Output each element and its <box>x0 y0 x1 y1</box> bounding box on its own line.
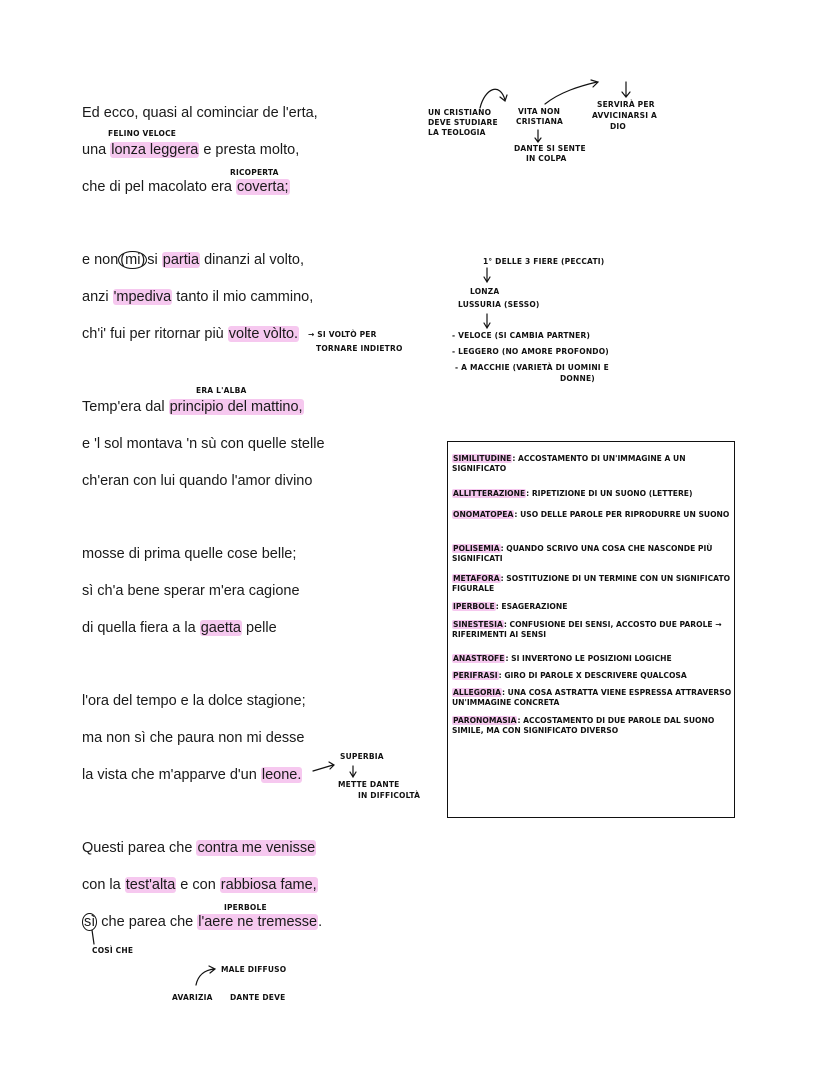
highlight-contra-me-venisse: contra me venisse <box>197 840 316 856</box>
note-macchie-2: DONNE) <box>560 374 595 383</box>
note-felino-veloce: FELINO VELOCE <box>108 129 177 138</box>
note-lussuria: LUSSURIA (SESSO) <box>458 300 540 309</box>
figure-definition: : SI INVERTONO LE POSIZIONI LOGICHE <box>505 654 672 663</box>
note-avarizia: AVARIZIA <box>172 993 213 1002</box>
note-male-diffuso: MALE DIFFUSO <box>221 965 287 974</box>
note-cristiano-1: UN CRISTIANO <box>428 108 492 117</box>
note-dante-deve: DANTE DEVE <box>230 993 286 1002</box>
highlight-aere-ne-tremesse: l'aere ne tremesse <box>198 914 318 930</box>
note-fiere: 1° DELLE 3 FIERE (PECCATI) <box>483 257 605 266</box>
verse-11: sì ch'a bene sperar m'era cagione <box>82 583 300 599</box>
arrow-male-diffuso <box>196 969 214 985</box>
figure-item <box>452 489 732 499</box>
verse-13: l'ora del tempo e la dolce stagione; <box>82 693 306 709</box>
figure-item <box>452 510 732 520</box>
note-macchie-1: - A MACCHIE (VARIETÀ DI UOMINI E <box>455 363 609 372</box>
figure-term: METAFORA <box>453 574 500 583</box>
figure-item <box>452 544 732 564</box>
figure-item <box>452 454 732 474</box>
figure-item <box>452 620 732 640</box>
verse-5: anzi 'mpediva tanto il mio cammino, <box>82 289 314 305</box>
verse-10: mosse di prima quelle cose belle; <box>82 546 297 562</box>
note-vita-1: VITA NON <box>518 107 561 116</box>
note-superbia: SUPERBIA <box>340 752 384 761</box>
figure-definition: : CONFUSIONE DEI SENSI, ACCOSTO DUE PAROLE → RIFERIMENTI AI SENSI <box>452 620 722 639</box>
note-veloce: - VELOCE (SI CAMBIA PARTNER) <box>452 331 591 340</box>
note-dante-colpa-1: DANTE SI SENTE <box>514 144 586 153</box>
note-cosi-che: COSÌ CHE <box>92 946 134 955</box>
highlight-volte-volto: volte vòlto. <box>228 326 299 342</box>
figure-item <box>452 671 732 681</box>
verse-17: con la test'alta e con rabbiosa fame, <box>82 877 317 893</box>
verse-6: ch'i' fui per ritornar più volte vòlto. <box>82 326 299 342</box>
arrow-cristiano <box>480 89 505 108</box>
figure-term: PARONOMASIA <box>453 716 517 725</box>
verse-8: e 'l sol montava 'n sù con quelle stelle <box>82 436 325 452</box>
note-cristiano-2: DEVE STUDIARE <box>428 118 498 127</box>
figure-term: PERIFRASI <box>453 671 498 680</box>
figure-item <box>452 716 732 736</box>
figure-definition: : ACCOSTAMENTO DI UN'IMMAGINE A UN SIGNIFICATO <box>452 454 686 473</box>
note-vita-2: CRISTIANA <box>516 117 564 126</box>
figure-term: ALLEGORIA <box>453 688 501 697</box>
highlight-mpediva: 'mpediva <box>113 289 172 305</box>
highlight-rabbiosa-fame: rabbiosa fame, <box>220 877 317 893</box>
note-servira-1: SERVIRÀ PER <box>597 100 655 109</box>
figure-term: ALLITTERAZIONE <box>453 489 526 498</box>
figure-item <box>452 602 732 612</box>
verse-3: che di pel macolato era coverta; <box>82 179 289 195</box>
note-servira-3: DIO <box>610 122 626 131</box>
verse-4: e non (mi) si partia dinanzi al volto, <box>82 252 305 268</box>
figure-term: ANASTROFE <box>453 654 505 663</box>
highlight-coverta: coverta; <box>236 179 289 195</box>
figure-definition: : ACCOSTAMENTO DI DUE PAROLE DAL SUONO SIMILE, MA CON SIGNIFICATO DIVERSO <box>452 716 715 735</box>
figure-term: SIMILITUDINE <box>453 454 512 463</box>
arrow-cosi-che <box>92 930 94 944</box>
note-mette-1: METTE DANTE <box>338 780 400 789</box>
figure-item <box>452 654 732 664</box>
figure-definition: : SOSTITUZIONE DI UN TERMINE CON UN SIGNIFICATO FIGURALE <box>452 574 731 593</box>
figure-term: POLISEMIA <box>453 544 500 553</box>
figure-definition: : UNA COSA ASTRATTA VIENE ESPRESSA ATTRAVERSO UN'IMMAGINE CONCRETA <box>452 688 732 707</box>
note-cristiano-3: LA TEOLOGIA <box>428 128 486 137</box>
verse-18: sì che parea che l'aere ne tremesse. <box>84 914 323 930</box>
figure-definition: : ESAGERAZIONE <box>495 602 568 611</box>
figure-item <box>452 574 732 594</box>
arrow-vita <box>545 82 597 104</box>
highlight-lonza-leggera: lonza leggera <box>111 142 199 158</box>
note-iperbole: IPERBOLE <box>224 903 267 912</box>
note-volto-2: TORNARE INDIETRO <box>316 344 403 353</box>
note-lonza: LONZA <box>470 287 500 296</box>
figure-definition: : USO DELLE PAROLE PER RIPRODURRE UN SUONO <box>514 510 730 519</box>
figure-term: IPERBOLE <box>453 602 495 611</box>
verse-16: Questi parea che contra me venisse <box>82 840 316 856</box>
highlight-principio-del-mattino: principio del mattino, <box>169 399 303 415</box>
verse-1: Ed ecco, quasi al cominciar de l'erta, <box>82 105 318 121</box>
note-ricoperta: RICOPERTA <box>230 168 279 177</box>
figure-item <box>452 688 732 708</box>
note-servira-2: AVVICINARSI A <box>592 111 658 120</box>
highlight-leone: leone. <box>261 767 302 783</box>
figure-definition: : RIPETIZIONE DI UN SUONO (LETTERE) <box>526 489 693 498</box>
verse-12: di quella fiera a la gaetta pelle <box>82 620 277 636</box>
note-leggero: - LEGGERO (NO AMORE PROFONDO) <box>452 347 609 356</box>
note-alba: ERA L'ALBA <box>196 386 247 395</box>
highlight-partia: partia <box>162 252 200 268</box>
verse-15: la vista che m'apparve d'un leone. <box>82 767 302 783</box>
circled-si: sì <box>84 914 96 930</box>
figure-definition: : QUANDO SCRIVO UNA COSA CHE NASCONDE PIÙ SIGNIFICATI <box>452 544 713 563</box>
verse-9: ch'eran con lui quando l'amor divino <box>82 473 313 489</box>
verse-14: ma non sì che paura non mi desse <box>82 730 305 746</box>
circled-mi: (mi) <box>120 252 146 268</box>
figure-term: ONOMATOPEA <box>453 510 514 519</box>
verse-2: una lonza leggera e presta molto, <box>82 142 300 158</box>
note-volto-1: → SI VOLTÒ PER <box>308 330 377 339</box>
verse-7: Temp'era dal principio del mattino, <box>82 399 303 415</box>
figure-definition: : GIRO DI PAROLE X DESCRIVERE QUALCOSA <box>498 671 687 680</box>
figure-term: SINESTESIA <box>453 620 503 629</box>
arrow-leone <box>313 765 333 771</box>
highlight-gaetta: gaetta <box>200 620 242 636</box>
note-mette-2: IN DIFFICOLTÀ <box>358 791 421 800</box>
highlight-test-alta: test'alta <box>125 877 176 893</box>
note-dante-colpa-2: IN COLPA <box>526 154 567 163</box>
